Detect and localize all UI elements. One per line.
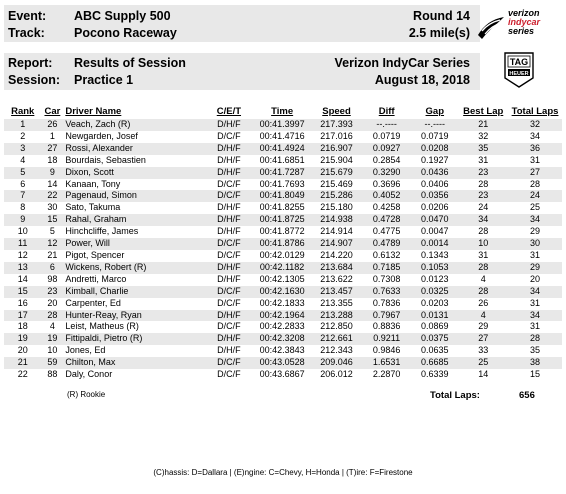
- cell-gap: 0.0635: [421, 345, 449, 356]
- cell-diff: 0.4052: [362, 190, 411, 202]
- cell-total-laps: 20: [530, 273, 541, 284]
- session-label: Session:: [8, 73, 61, 87]
- cell-time: 00:41.4716: [259, 130, 305, 141]
- cell-best-lap: 4: [480, 273, 486, 284]
- cell-cet: D/C/F: [204, 238, 253, 250]
- cell-car: 1: [49, 130, 55, 141]
- round-value: Round 14: [413, 9, 470, 23]
- cell-speed: 215.469: [320, 178, 353, 189]
- cell-car: 12: [41, 238, 63, 250]
- cell-speed: 214.914: [320, 226, 353, 237]
- cell-best-lap: 25: [458, 357, 508, 369]
- cell-diff: 0.7967: [362, 310, 411, 322]
- event-value: ABC Supply 500: [74, 9, 171, 23]
- cell-driver: Power, Will: [63, 238, 204, 250]
- cell-gap: 0.0470: [411, 214, 458, 226]
- cell-gap: 0.1343: [421, 249, 449, 260]
- cell-time: 00:41.3997: [253, 119, 311, 131]
- cell-rank: 12: [17, 249, 28, 260]
- table-row: [4, 369, 562, 381]
- cell-diff: 0.8836: [372, 321, 401, 332]
- table-row: [4, 179, 562, 191]
- cell-best-lap: 31: [478, 249, 489, 260]
- cell-diff: --.----: [362, 119, 411, 131]
- cell-time: 00:41.7693: [259, 178, 305, 189]
- cell-rank: 17: [4, 310, 41, 322]
- table-row: [4, 274, 562, 286]
- cell-car: 9: [41, 167, 63, 179]
- cell-rank: 4: [20, 154, 26, 165]
- cell-speed: 216.907: [311, 143, 362, 155]
- table-row: [4, 202, 562, 214]
- cell-rank: 15: [4, 286, 41, 298]
- cell-car: 30: [47, 202, 58, 213]
- cell-cet: D/H/F: [217, 273, 241, 284]
- cell-cet: D/C/F: [217, 321, 241, 332]
- cell-diff: 0.2854: [372, 154, 401, 165]
- cell-diff: 0.0927: [362, 143, 411, 155]
- cell-cet: D/C/F: [204, 286, 253, 298]
- cell-car: 22: [41, 190, 63, 202]
- cell-driver: Rahal, Graham: [63, 214, 204, 226]
- cell-gap: 0.0206: [421, 202, 449, 213]
- cell-time: 00:42.3843: [259, 345, 305, 356]
- cell-speed: 213.457: [311, 286, 362, 298]
- cell-time: 00:41.7287: [253, 167, 311, 179]
- cell-rank: 7: [4, 190, 41, 202]
- cell-gap: 0.0047: [421, 226, 449, 237]
- cell-cet: D/C/F: [217, 130, 241, 141]
- cell-driver: Wickens, Robert (R): [63, 262, 204, 274]
- cell-rank: 19: [4, 333, 41, 345]
- cell-diff: 2.2870: [372, 369, 401, 380]
- legend-note: (C)hassis: D=Dallara | (E)ngine: C=Chevy, H=Honda | (T)ire: F=Firestone: [153, 468, 413, 477]
- cell-diff: 1.6531: [362, 357, 411, 369]
- cell-best-lap: 14: [478, 369, 489, 380]
- total-laps-value: 656: [519, 390, 535, 401]
- cell-diff: 0.4775: [372, 226, 401, 237]
- cell-gap: 0.0406: [421, 178, 449, 189]
- cell-speed: 215.904: [320, 154, 353, 165]
- indycar-logo-line2: indycar: [508, 17, 541, 27]
- cell-best-lap: 31: [478, 154, 489, 165]
- cell-rank: 18: [17, 321, 28, 332]
- cell-total-laps: 31: [530, 249, 541, 260]
- cell-car: 6: [41, 262, 63, 274]
- cell-cet: D/C/F: [217, 178, 241, 189]
- cell-speed: 215.679: [311, 167, 362, 179]
- cell-gap: 0.0869: [421, 321, 449, 332]
- cell-car: 21: [47, 249, 58, 260]
- cell-speed: 213.684: [311, 262, 362, 274]
- cell-driver: Newgarden, Josef: [65, 130, 138, 141]
- cell-speed: 214.220: [320, 249, 353, 260]
- cell-rank: 10: [17, 226, 28, 237]
- cell-gap: 0.1927: [421, 154, 449, 165]
- report-label: Report:: [8, 56, 53, 70]
- cell-driver: Kanaan, Tony: [65, 178, 121, 189]
- track-value: Pocono Raceway: [74, 26, 177, 40]
- cell-diff: 0.3696: [372, 178, 401, 189]
- cell-diff: 0.9846: [372, 345, 401, 356]
- col-header-best-lap: Best Lap: [463, 106, 504, 117]
- cell-best-lap: 32: [478, 130, 489, 141]
- cell-time: 00:41.4924: [253, 143, 311, 155]
- cell-rank: 20: [17, 345, 28, 356]
- table-row: [4, 214, 562, 226]
- cell-driver: Bourdais, Sebastien: [65, 154, 146, 165]
- table-header-row: [4, 106, 562, 119]
- cell-total-laps: 34: [508, 214, 562, 226]
- cell-car: 27: [41, 143, 63, 155]
- col-header-time: Time: [271, 106, 294, 117]
- cell-time: 00:43.0528: [253, 357, 311, 369]
- cell-best-lap: 24: [478, 202, 489, 213]
- tag-heuer-logo-line1: TAG: [509, 57, 529, 67]
- cell-total-laps: 30: [508, 238, 562, 250]
- tag-heuer-logo-line2: HEUER: [509, 71, 529, 77]
- cell-total-laps: 38: [508, 357, 562, 369]
- cell-time: 00:43.6867: [259, 369, 305, 380]
- col-header-driver: Driver Name: [65, 106, 122, 117]
- col-header-speed: Speed: [322, 106, 351, 117]
- cell-speed: 214.907: [311, 238, 362, 250]
- cell-speed: 213.622: [320, 273, 353, 284]
- track-length: 2.5 mile(s): [408, 26, 470, 40]
- cell-best-lap: 23: [458, 167, 508, 179]
- results-table: [4, 106, 562, 381]
- cell-time: 00:41.8255: [259, 202, 305, 213]
- cell-cet: D/H/F: [217, 226, 241, 237]
- cell-gap: 0.6685: [411, 357, 458, 369]
- cell-total-laps: 15: [530, 369, 541, 380]
- cell-driver: Chilton, Max: [63, 357, 204, 369]
- cell-total-laps: 25: [530, 202, 541, 213]
- cell-driver: Kimball, Charlie: [63, 286, 204, 298]
- col-header-car: Car: [44, 106, 61, 117]
- cell-driver: Andretti, Marco: [65, 273, 127, 284]
- cell-cet: D/H/F: [217, 345, 241, 356]
- cell-rank: 3: [4, 143, 41, 155]
- cell-total-laps: 29: [530, 226, 541, 237]
- cell-diff: 0.7185: [362, 262, 411, 274]
- cell-speed: 212.343: [320, 345, 353, 356]
- indycar-logo-line3: series: [508, 26, 535, 36]
- cell-best-lap: 28: [458, 262, 508, 274]
- cell-cet: D/H/F: [217, 154, 241, 165]
- cell-diff: 0.4789: [362, 238, 411, 250]
- cell-time: 00:42.1182: [253, 262, 311, 274]
- cell-cet: D/C/F: [217, 369, 241, 380]
- cell-cet: D/C/F: [217, 249, 241, 260]
- cell-cet: D/C/F: [204, 190, 253, 202]
- cell-cet: D/H/F: [204, 143, 253, 155]
- cell-gap: 0.0208: [411, 143, 458, 155]
- cell-gap: 0.6339: [421, 369, 449, 380]
- tag-heuer-logo: [502, 51, 536, 89]
- cell-rank: 5: [4, 167, 41, 179]
- indycar-logo-line1: verizon: [508, 8, 540, 18]
- cell-driver: Hunter-Reay, Ryan: [63, 310, 204, 322]
- table-row: [4, 310, 562, 322]
- cell-rank: 6: [20, 178, 26, 189]
- cell-best-lap: 28: [458, 286, 508, 298]
- cell-speed: 217.016: [320, 130, 353, 141]
- cell-diff: 0.7836: [372, 297, 401, 308]
- cell-driver: Veach, Zach (R): [63, 119, 204, 131]
- cell-speed: 213.288: [311, 310, 362, 322]
- cell-car: 18: [47, 154, 58, 165]
- col-header-rank: Rank: [11, 106, 35, 117]
- report-value: Results of Session: [74, 56, 186, 70]
- table-row: [4, 238, 562, 250]
- session-date: August 18, 2018: [374, 73, 470, 87]
- cell-car: 59: [41, 357, 63, 369]
- cell-diff: 0.6132: [372, 249, 401, 260]
- col-header-total-laps: Total Laps: [511, 106, 559, 117]
- cell-time: 00:42.1630: [253, 286, 311, 298]
- cell-driver: Jones, Ed: [65, 345, 106, 356]
- cell-total-laps: 31: [530, 297, 541, 308]
- cell-driver: Carpenter, Ed: [65, 297, 121, 308]
- cell-cet: D/H/F: [204, 167, 253, 179]
- cell-rank: 13: [4, 262, 41, 274]
- cell-best-lap: 33: [478, 345, 489, 356]
- table-row: [4, 333, 562, 345]
- report-header: [4, 3, 562, 90]
- cell-rank: 8: [20, 202, 26, 213]
- cell-cet: D/H/F: [217, 202, 241, 213]
- cell-car: 23: [41, 286, 63, 298]
- series-name: Verizon IndyCar Series: [334, 56, 470, 70]
- cell-time: 00:41.8725: [253, 214, 311, 226]
- cell-speed: 217.393: [311, 119, 362, 131]
- cell-time: 00:42.1305: [259, 273, 305, 284]
- table-row: [4, 321, 562, 333]
- cell-diff: 0.4728: [362, 214, 411, 226]
- cell-cet: D/H/F: [204, 262, 253, 274]
- cell-car: 20: [47, 297, 58, 308]
- cell-time: 00:42.2833: [259, 321, 305, 332]
- cell-rank: 11: [4, 238, 41, 250]
- cell-total-laps: 35: [530, 345, 541, 356]
- cell-time: 00:41.8049: [253, 190, 311, 202]
- cell-speed: 214.938: [311, 214, 362, 226]
- cell-best-lap: 29: [478, 321, 489, 332]
- cell-time: 00:42.3208: [253, 333, 311, 345]
- cell-total-laps: 28: [530, 178, 541, 189]
- col-header-cet: C/E/T: [216, 106, 242, 117]
- cell-gap: 0.0436: [411, 167, 458, 179]
- cell-gap: 0.0203: [421, 297, 449, 308]
- session-value: Practice 1: [74, 73, 134, 87]
- cell-diff: 0.7633: [362, 286, 411, 298]
- cell-rank: 22: [17, 369, 28, 380]
- cell-total-laps: 24: [508, 190, 562, 202]
- cell-car: 88: [47, 369, 58, 380]
- table-row: [4, 250, 562, 262]
- table-row: [4, 357, 562, 369]
- cell-diff: 0.9211: [362, 333, 411, 345]
- table-row: [4, 143, 562, 155]
- cell-diff: 0.3290: [362, 167, 411, 179]
- cell-speed: 209.046: [311, 357, 362, 369]
- cell-total-laps: 28: [508, 333, 562, 345]
- cell-gap: 0.0123: [421, 273, 449, 284]
- table-row: [4, 286, 562, 298]
- cell-total-laps: 27: [508, 167, 562, 179]
- cell-driver: Rossi, Alexander: [63, 143, 204, 155]
- cell-speed: 212.661: [311, 333, 362, 345]
- cell-driver: Fittipaldi, Pietro (R): [63, 333, 204, 345]
- cell-cet: D/H/F: [204, 333, 253, 345]
- cell-rank: 2: [20, 130, 26, 141]
- cell-gap: 0.1053: [411, 262, 458, 274]
- cell-time: 00:42.1833: [259, 297, 305, 308]
- cell-cet: D/H/F: [204, 310, 253, 322]
- cell-time: 00:42.1964: [253, 310, 311, 322]
- cell-total-laps: 34: [508, 286, 562, 298]
- cell-car: 14: [47, 178, 58, 189]
- cell-total-laps: 31: [530, 154, 541, 165]
- table-row: [4, 155, 562, 167]
- cell-best-lap: 34: [458, 214, 508, 226]
- cell-gap: 0.0356: [411, 190, 458, 202]
- cell-rank: 1: [4, 119, 41, 131]
- cell-car: 26: [41, 119, 63, 131]
- cell-car: 5: [49, 226, 55, 237]
- col-header-gap: Gap: [425, 106, 445, 117]
- cell-time: 00:41.6851: [259, 154, 305, 165]
- cell-gap: 0.0014: [411, 238, 458, 250]
- cell-gap: 0.0719: [421, 130, 449, 141]
- cell-rank: 9: [4, 214, 41, 226]
- cell-time: 00:42.0129: [259, 249, 305, 260]
- cell-car: 4: [49, 321, 55, 332]
- cell-car: 98: [47, 273, 58, 284]
- table-row: [4, 190, 562, 202]
- cell-speed: 215.180: [320, 202, 353, 213]
- rookie-note: (R) Rookie: [67, 390, 106, 399]
- cell-gap: 0.0131: [411, 310, 458, 322]
- cell-total-laps: 34: [508, 310, 562, 322]
- cell-speed: 206.012: [320, 369, 353, 380]
- cell-car: 10: [47, 345, 58, 356]
- table-row: [4, 167, 562, 179]
- cell-diff: 0.4258: [372, 202, 401, 213]
- cell-driver: Pagenaud, Simon: [63, 190, 204, 202]
- cell-cet: D/H/F: [204, 119, 253, 131]
- cell-car: 19: [41, 333, 63, 345]
- cell-diff: 0.7308: [372, 273, 401, 284]
- table-row: [4, 298, 562, 310]
- cell-best-lap: 23: [458, 190, 508, 202]
- cell-time: 00:41.8786: [253, 238, 311, 250]
- cell-driver: Hinchcliffe, James: [65, 226, 139, 237]
- cell-best-lap: 10: [458, 238, 508, 250]
- indycar-logo: [476, 9, 560, 45]
- cell-driver: Sato, Takuma: [65, 202, 121, 213]
- cell-total-laps: 29: [508, 262, 562, 274]
- cell-cet: D/C/F: [217, 297, 241, 308]
- cell-speed: 213.355: [320, 297, 353, 308]
- cell-gap: --.----: [411, 119, 458, 131]
- cell-total-laps: 32: [508, 119, 562, 131]
- cell-best-lap: 27: [458, 333, 508, 345]
- table-row: [4, 131, 562, 143]
- cell-best-lap: 35: [458, 143, 508, 155]
- cell-best-lap: 21: [458, 119, 508, 131]
- cell-diff: 0.0719: [372, 130, 401, 141]
- cell-cet: D/H/F: [204, 214, 253, 226]
- track-label: Track:: [8, 26, 45, 40]
- table-row: [4, 262, 562, 274]
- cell-cet: D/C/F: [204, 357, 253, 369]
- total-laps-label: Total Laps:: [430, 390, 480, 401]
- cell-best-lap: 28: [478, 226, 489, 237]
- table-row: [4, 345, 562, 357]
- cell-total-laps: 34: [530, 130, 541, 141]
- cell-driver: Pigot, Spencer: [65, 249, 125, 260]
- event-label: Event:: [8, 9, 47, 23]
- cell-car: 15: [41, 214, 63, 226]
- cell-gap: 0.0325: [411, 286, 458, 298]
- cell-driver: Leist, Matheus (R): [65, 321, 139, 332]
- cell-car: 28: [41, 310, 63, 322]
- col-header-diff: Diff: [378, 106, 395, 117]
- cell-rank: 14: [17, 273, 28, 284]
- cell-speed: 212.850: [320, 321, 353, 332]
- checkered-flag-icon: [476, 11, 506, 41]
- cell-total-laps: 36: [508, 143, 562, 155]
- table-row: [4, 119, 562, 131]
- cell-best-lap: 28: [478, 178, 489, 189]
- cell-rank: 21: [4, 357, 41, 369]
- cell-gap: 0.0375: [411, 333, 458, 345]
- cell-speed: 215.286: [311, 190, 362, 202]
- cell-rank: 16: [17, 297, 28, 308]
- cell-driver: Daly, Conor: [65, 369, 113, 380]
- cell-driver: Dixon, Scott: [63, 167, 204, 179]
- cell-time: 00:41.8772: [259, 226, 305, 237]
- cell-best-lap: 26: [478, 297, 489, 308]
- cell-best-lap: 4: [458, 310, 508, 322]
- cell-total-laps: 31: [530, 321, 541, 332]
- table-row: [4, 226, 562, 238]
